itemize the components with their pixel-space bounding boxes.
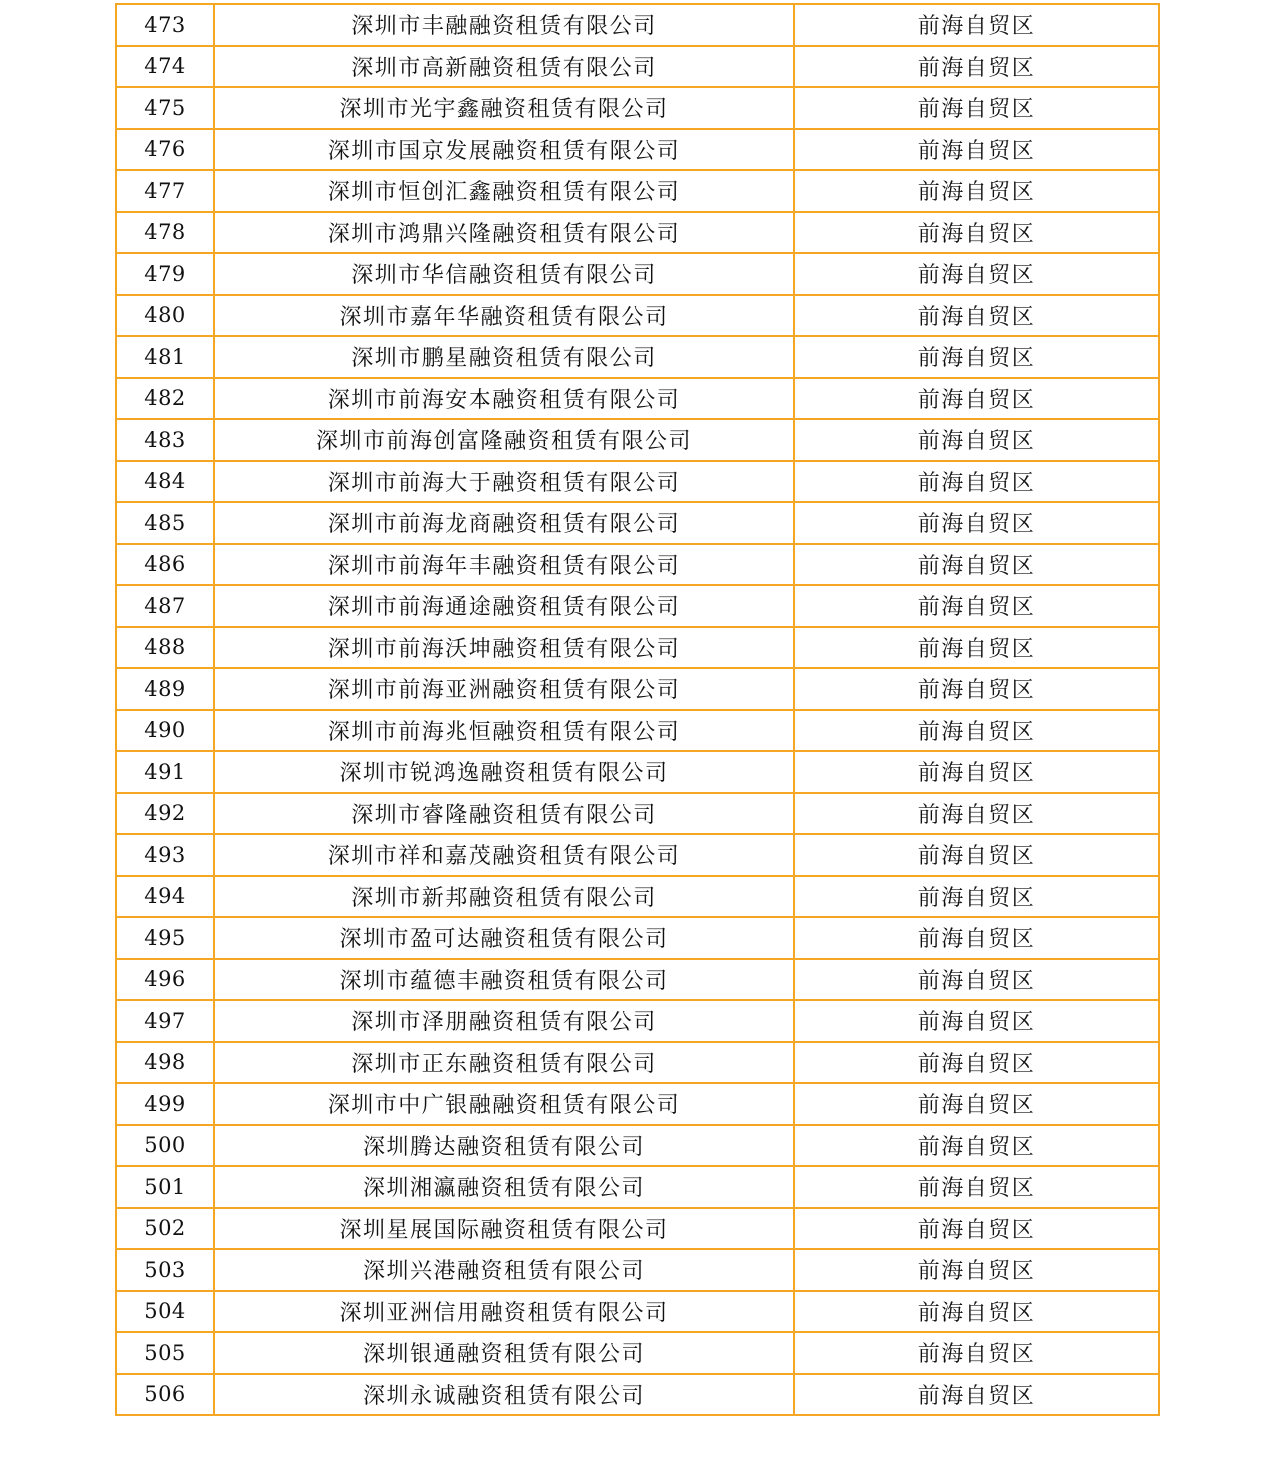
- company-name-cell: 深圳市恒创汇鑫融资租赁有限公司: [214, 170, 794, 212]
- company-name-cell: 深圳市华信融资租赁有限公司: [214, 253, 794, 295]
- table-row: [116, 751, 1159, 793]
- table-row: [116, 46, 1159, 88]
- region-cell: 前海自贸区: [794, 1125, 1159, 1167]
- region-cell: 前海自贸区: [794, 917, 1159, 959]
- region-cell: 前海自贸区: [794, 212, 1159, 254]
- region-cell: 前海自贸区: [794, 1291, 1159, 1333]
- company-name-cell: 深圳市前海年丰融资租赁有限公司: [214, 544, 794, 586]
- table-row: [116, 461, 1159, 503]
- row-number-cell: 506: [116, 1374, 214, 1416]
- row-number-cell: 493: [116, 834, 214, 876]
- company-name-cell: 深圳市前海龙商融资租赁有限公司: [214, 502, 794, 544]
- region-cell: 前海自贸区: [794, 1374, 1159, 1416]
- company-name-cell: 深圳市盈可达融资租赁有限公司: [214, 917, 794, 959]
- table-row: [116, 1291, 1159, 1333]
- company-name-cell: 深圳市前海亚洲融资租赁有限公司: [214, 668, 794, 710]
- row-number-cell: 485: [116, 502, 214, 544]
- region-cell: 前海自贸区: [794, 170, 1159, 212]
- company-name-cell: 深圳市前海创富隆融资租赁有限公司: [214, 419, 794, 461]
- company-table: [115, 3, 1160, 1416]
- region-cell: 前海自贸区: [794, 1000, 1159, 1042]
- company-name-cell: 深圳市正东融资租赁有限公司: [214, 1042, 794, 1084]
- table-row: [116, 627, 1159, 669]
- row-number-cell: 484: [116, 461, 214, 503]
- company-name-cell: 深圳市睿隆融资租赁有限公司: [214, 793, 794, 835]
- table-row: [116, 1166, 1159, 1208]
- company-name-cell: 深圳市前海安本融资租赁有限公司: [214, 378, 794, 420]
- table-row: [116, 87, 1159, 129]
- region-cell: 前海自贸区: [794, 1249, 1159, 1291]
- region-cell: 前海自贸区: [794, 793, 1159, 835]
- table-row: [116, 585, 1159, 627]
- row-number-cell: 474: [116, 46, 214, 88]
- company-table-container: [115, 3, 1160, 1416]
- region-cell: 前海自贸区: [794, 378, 1159, 420]
- table-row: [116, 876, 1159, 918]
- region-cell: 前海自贸区: [794, 87, 1159, 129]
- region-cell: 前海自贸区: [794, 502, 1159, 544]
- company-name-cell: 深圳市新邦融资租赁有限公司: [214, 876, 794, 918]
- row-number-cell: 473: [116, 4, 214, 46]
- row-number-cell: 498: [116, 1042, 214, 1084]
- table-row: [116, 170, 1159, 212]
- company-name-cell: 深圳兴港融资租赁有限公司: [214, 1249, 794, 1291]
- company-table-body: [116, 4, 1159, 1415]
- region-cell: 前海自贸区: [794, 336, 1159, 378]
- company-name-cell: 深圳银通融资租赁有限公司: [214, 1332, 794, 1374]
- region-cell: 前海自贸区: [794, 710, 1159, 752]
- region-cell: 前海自贸区: [794, 668, 1159, 710]
- row-number-cell: 492: [116, 793, 214, 835]
- company-name-cell: 深圳亚洲信用融资租赁有限公司: [214, 1291, 794, 1333]
- region-cell: 前海自贸区: [794, 834, 1159, 876]
- region-cell: 前海自贸区: [794, 4, 1159, 46]
- region-cell: 前海自贸区: [794, 1332, 1159, 1374]
- region-cell: 前海自贸区: [794, 46, 1159, 88]
- table-row: [116, 544, 1159, 586]
- company-name-cell: 深圳市嘉年华融资租赁有限公司: [214, 295, 794, 337]
- company-name-cell: 深圳市国京发展融资租赁有限公司: [214, 129, 794, 171]
- row-number-cell: 491: [116, 751, 214, 793]
- region-cell: 前海自贸区: [794, 253, 1159, 295]
- company-name-cell: 深圳市前海通途融资租赁有限公司: [214, 585, 794, 627]
- company-name-cell: 深圳市锐鸿逸融资租赁有限公司: [214, 751, 794, 793]
- row-number-cell: 476: [116, 129, 214, 171]
- region-cell: 前海自贸区: [794, 1042, 1159, 1084]
- row-number-cell: 495: [116, 917, 214, 959]
- company-name-cell: 深圳市光宇鑫融资租赁有限公司: [214, 87, 794, 129]
- company-name-cell: 深圳市祥和嘉茂融资租赁有限公司: [214, 834, 794, 876]
- table-row: [116, 1208, 1159, 1250]
- row-number-cell: 504: [116, 1291, 214, 1333]
- region-cell: 前海自贸区: [794, 751, 1159, 793]
- company-name-cell: 深圳市中广银融融资租赁有限公司: [214, 1083, 794, 1125]
- company-name-cell: 深圳市蕴德丰融资租赁有限公司: [214, 959, 794, 1001]
- table-row: [116, 129, 1159, 171]
- table-row: [116, 502, 1159, 544]
- company-name-cell: 深圳星展国际融资租赁有限公司: [214, 1208, 794, 1250]
- row-number-cell: 478: [116, 212, 214, 254]
- table-row: [116, 793, 1159, 835]
- row-number-cell: 502: [116, 1208, 214, 1250]
- table-row: [116, 336, 1159, 378]
- table-row: [116, 834, 1159, 876]
- row-number-cell: 482: [116, 378, 214, 420]
- company-name-cell: 深圳市鹏星融资租赁有限公司: [214, 336, 794, 378]
- row-number-cell: 496: [116, 959, 214, 1001]
- region-cell: 前海自贸区: [794, 876, 1159, 918]
- table-row: [116, 917, 1159, 959]
- table-row: [116, 378, 1159, 420]
- table-row: [116, 4, 1159, 46]
- row-number-cell: 488: [116, 627, 214, 669]
- table-row: [116, 668, 1159, 710]
- row-number-cell: 497: [116, 1000, 214, 1042]
- table-row: [116, 1042, 1159, 1084]
- table-row: [116, 1000, 1159, 1042]
- region-cell: 前海自贸区: [794, 627, 1159, 669]
- company-name-cell: 深圳市前海兆恒融资租赁有限公司: [214, 710, 794, 752]
- region-cell: 前海自贸区: [794, 129, 1159, 171]
- table-row: [116, 1083, 1159, 1125]
- region-cell: 前海自贸区: [794, 419, 1159, 461]
- row-number-cell: 487: [116, 585, 214, 627]
- row-number-cell: 483: [116, 419, 214, 461]
- region-cell: 前海自贸区: [794, 544, 1159, 586]
- row-number-cell: 477: [116, 170, 214, 212]
- row-number-cell: 499: [116, 1083, 214, 1125]
- row-number-cell: 494: [116, 876, 214, 918]
- company-name-cell: 深圳市泽朋融资租赁有限公司: [214, 1000, 794, 1042]
- table-row: [116, 419, 1159, 461]
- row-number-cell: 475: [116, 87, 214, 129]
- row-number-cell: 490: [116, 710, 214, 752]
- company-name-cell: 深圳湘瀛融资租赁有限公司: [214, 1166, 794, 1208]
- row-number-cell: 501: [116, 1166, 214, 1208]
- row-number-cell: 489: [116, 668, 214, 710]
- company-name-cell: 深圳市高新融资租赁有限公司: [214, 46, 794, 88]
- company-name-cell: 深圳市鸿鼎兴隆融资租赁有限公司: [214, 212, 794, 254]
- region-cell: 前海自贸区: [794, 295, 1159, 337]
- row-number-cell: 486: [116, 544, 214, 586]
- region-cell: 前海自贸区: [794, 585, 1159, 627]
- table-row: [116, 253, 1159, 295]
- company-name-cell: 深圳市前海沃坤融资租赁有限公司: [214, 627, 794, 669]
- region-cell: 前海自贸区: [794, 959, 1159, 1001]
- region-cell: 前海自贸区: [794, 1166, 1159, 1208]
- row-number-cell: 505: [116, 1332, 214, 1374]
- row-number-cell: 481: [116, 336, 214, 378]
- company-name-cell: 深圳永诚融资租赁有限公司: [214, 1374, 794, 1416]
- table-row: [116, 212, 1159, 254]
- row-number-cell: 503: [116, 1249, 214, 1291]
- table-row: [116, 1249, 1159, 1291]
- region-cell: 前海自贸区: [794, 1083, 1159, 1125]
- row-number-cell: 479: [116, 253, 214, 295]
- row-number-cell: 480: [116, 295, 214, 337]
- company-name-cell: 深圳市丰融融资租赁有限公司: [214, 4, 794, 46]
- table-row: [116, 1125, 1159, 1167]
- region-cell: 前海自贸区: [794, 1208, 1159, 1250]
- table-row: [116, 1374, 1159, 1416]
- table-row: [116, 959, 1159, 1001]
- row-number-cell: 500: [116, 1125, 214, 1167]
- company-name-cell: 深圳腾达融资租赁有限公司: [214, 1125, 794, 1167]
- region-cell: 前海自贸区: [794, 461, 1159, 503]
- company-name-cell: 深圳市前海大于融资租赁有限公司: [214, 461, 794, 503]
- table-row: [116, 1332, 1159, 1374]
- table-row: [116, 295, 1159, 337]
- table-row: [116, 710, 1159, 752]
